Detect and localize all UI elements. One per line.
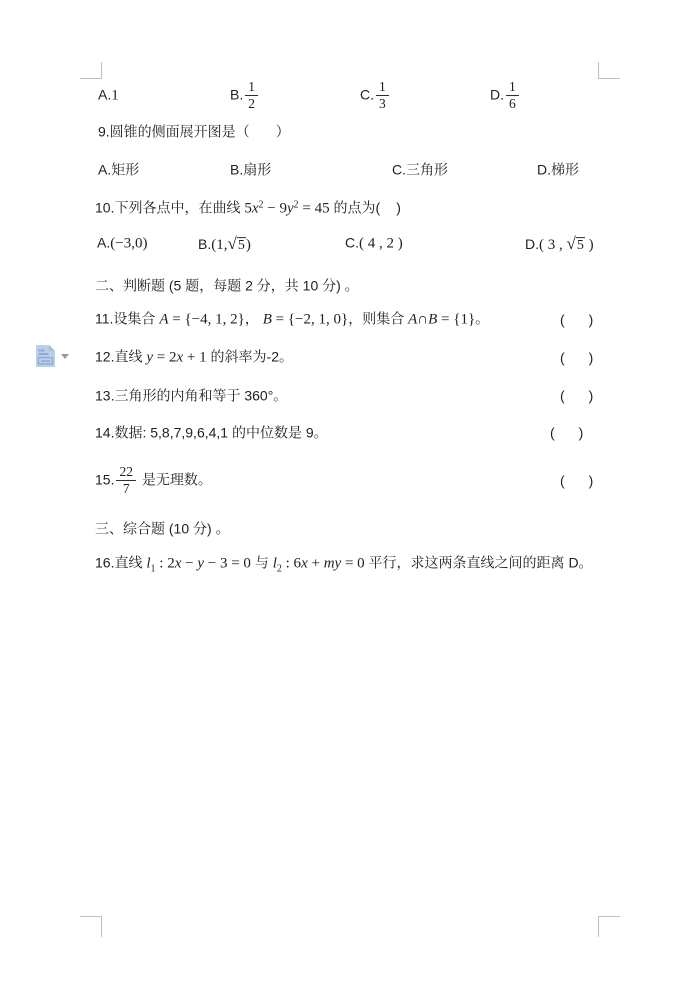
q13-answer-blank: ( ) — [560, 387, 594, 404]
section-3-title: 三、综合题 (10 分) 。 — [95, 520, 230, 537]
dropdown-arrow-icon[interactable] — [61, 354, 69, 359]
q10-option-b: B.(1,√5) — [198, 234, 251, 254]
section-2-title: 二、判断题 (5 题，每题 2 分，共 10 分) 。 — [95, 277, 359, 294]
crop-mark-top-right — [598, 62, 620, 79]
q10-text: 10.下列各点中，在曲线 $5x^2 - 9y^2 = 45$ 的点为( ) — [95, 199, 401, 217]
q9-text: 9.圆锥的侧面展开图是（ ） — [98, 123, 290, 140]
q12-text: 12.直线 y = 2x + 1 的斜率为-2。 — [95, 348, 293, 366]
q11-text: 11.设集合 A = {−4, 1, 2}， B = {−2, 1, 0}，则集合 A∩B = {1}。 — [95, 310, 490, 328]
q8-option-d: D. $\frac{1}{6}$ — [490, 80, 521, 112]
paste-options-icon — [35, 343, 57, 374]
q14-answer-blank: ( ) — [550, 424, 584, 441]
paste-options-button[interactable] — [35, 343, 71, 371]
q8-option-b: B. $\frac{1}{2}$ — [230, 80, 260, 112]
q15-text: 15. $\frac{22}{7}$ 是无理数。 — [95, 463, 212, 496]
q8-option-c: C. $\frac{1}{3}$ — [360, 80, 391, 112]
q9-option-b: B.扇形 — [230, 161, 272, 178]
q10-option-a: A.(−3,0) — [97, 234, 148, 252]
q11-answer-blank: ( ) — [560, 311, 594, 328]
q13-text: 13.三角形的内角和等于 360°。 — [95, 387, 288, 404]
q9-option-c: C.三角形 — [392, 161, 448, 178]
crop-mark-bottom-left — [80, 916, 102, 937]
q14-text: 14.数据: 5,8,7,9,6,4,1 的中位数是 9。 — [95, 424, 328, 441]
q12-answer-blank: ( ) — [560, 349, 594, 366]
crop-mark-top-left — [80, 62, 102, 79]
crop-mark-bottom-right — [598, 916, 620, 937]
q10-option-c: C.( 4 , 2 ) — [345, 234, 403, 252]
q8-option-a: A.1 — [98, 86, 119, 104]
q9-option-d: D.梯形 — [537, 161, 579, 178]
q10-option-d: D.( 3 , √5 ) — [525, 234, 594, 254]
q15-answer-blank: ( ) — [560, 472, 594, 489]
q9-option-a: A.矩形 — [98, 161, 140, 178]
q16-text: 16.直线 $l_1$ : 2x − y − 3 = 0 与 $l_2$ : 6x + my = 0 平行，求这两条直线之间的距离 D。 — [95, 554, 593, 575]
